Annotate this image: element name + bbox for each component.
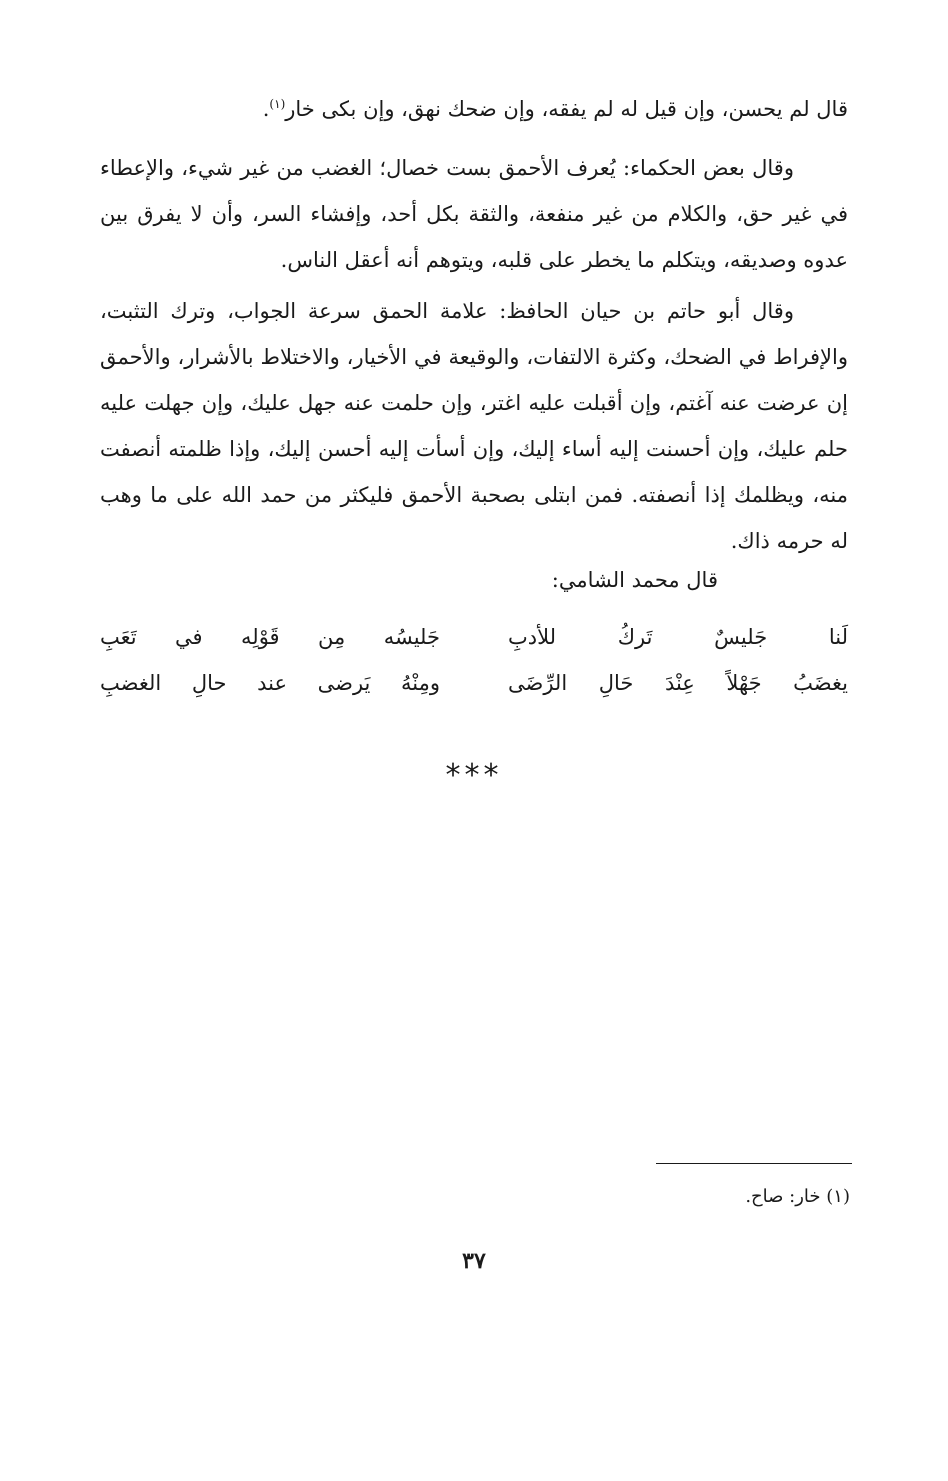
paragraph-2: وقال بعض الحكماء: يُعرف الأحمق بست خصال؛ الغضب من غير شيء، والإعطاء في غير حق، والكلام من غير منفعة، والثقة بكل أحد، وإفشاء السر، وأن لا يفرق بين عدوه وصديقه، ويتكلم ما يخطر على قلبه، ويتوهم أنه أعقل الناس. xyxy=(100,156,848,272)
footnote xyxy=(745,1182,850,1212)
poem-intro: قال محمد الشامي: xyxy=(551,568,718,592)
poem-verse-2 xyxy=(100,660,848,706)
section-separator: *** xyxy=(445,758,503,793)
paragraph-1 xyxy=(100,86,848,132)
body-text-3 xyxy=(100,288,848,564)
poem-verse-1 xyxy=(100,614,848,660)
hemistich-second: جَليسُه مِن قَوْلِه في تَعَبِ xyxy=(100,625,440,649)
footnote-divider xyxy=(656,1163,852,1164)
page-number: ٣٧ xyxy=(462,1248,486,1274)
hemistich-first: يغضَبُ جَهْلاً عِنْدَ حَالِ الرِّضَى xyxy=(508,671,848,695)
paragraph-1-tail: . xyxy=(262,97,270,121)
body-text-2 xyxy=(100,145,848,283)
paragraph-3: وقال أبو حاتم بن حيان الحافظ: علامة الحمق سرعة الجواب، وترك التثبت، والإفراط في الضحك، وكثرة الالتفات، والوقيعة في الأخيار، والاختلاط بالأشرار، والأحمق إن عرضت عنه آغتم، وإن أقبلت عليه اغتر، وإن حلمت عنه جهل عليك، وإن جهلت عليه حلم عليك، وإن أحسنت إليه أساء إليك، وإن أسأت إليه أحسن إليك، وإذا ظلمته أنصفت منه، ويظلمك إذا أنصفته. فمن ابتلى بصحبة الأحمق فليكثر من حمد الله على ما وهب له حرمه ذاك. xyxy=(100,299,848,553)
poem xyxy=(100,614,848,706)
footnote-reference: (١) xyxy=(269,97,286,111)
footnote-number: (١) xyxy=(826,1186,850,1207)
hemistich-second: ومِنْهُ يَرضى عند حالِ الغضبِ xyxy=(100,671,440,695)
footnote-text: خار: صاح. xyxy=(745,1186,821,1207)
hemistich-first: لَنا جَليسٌ تَركُ للأدبِ xyxy=(508,625,848,649)
paragraph-1-text: قال لم يحسن، وإن قيل له لم يفقه، وإن ضحك نهق، وإن بكى خار xyxy=(285,97,848,121)
body-text xyxy=(100,86,848,132)
